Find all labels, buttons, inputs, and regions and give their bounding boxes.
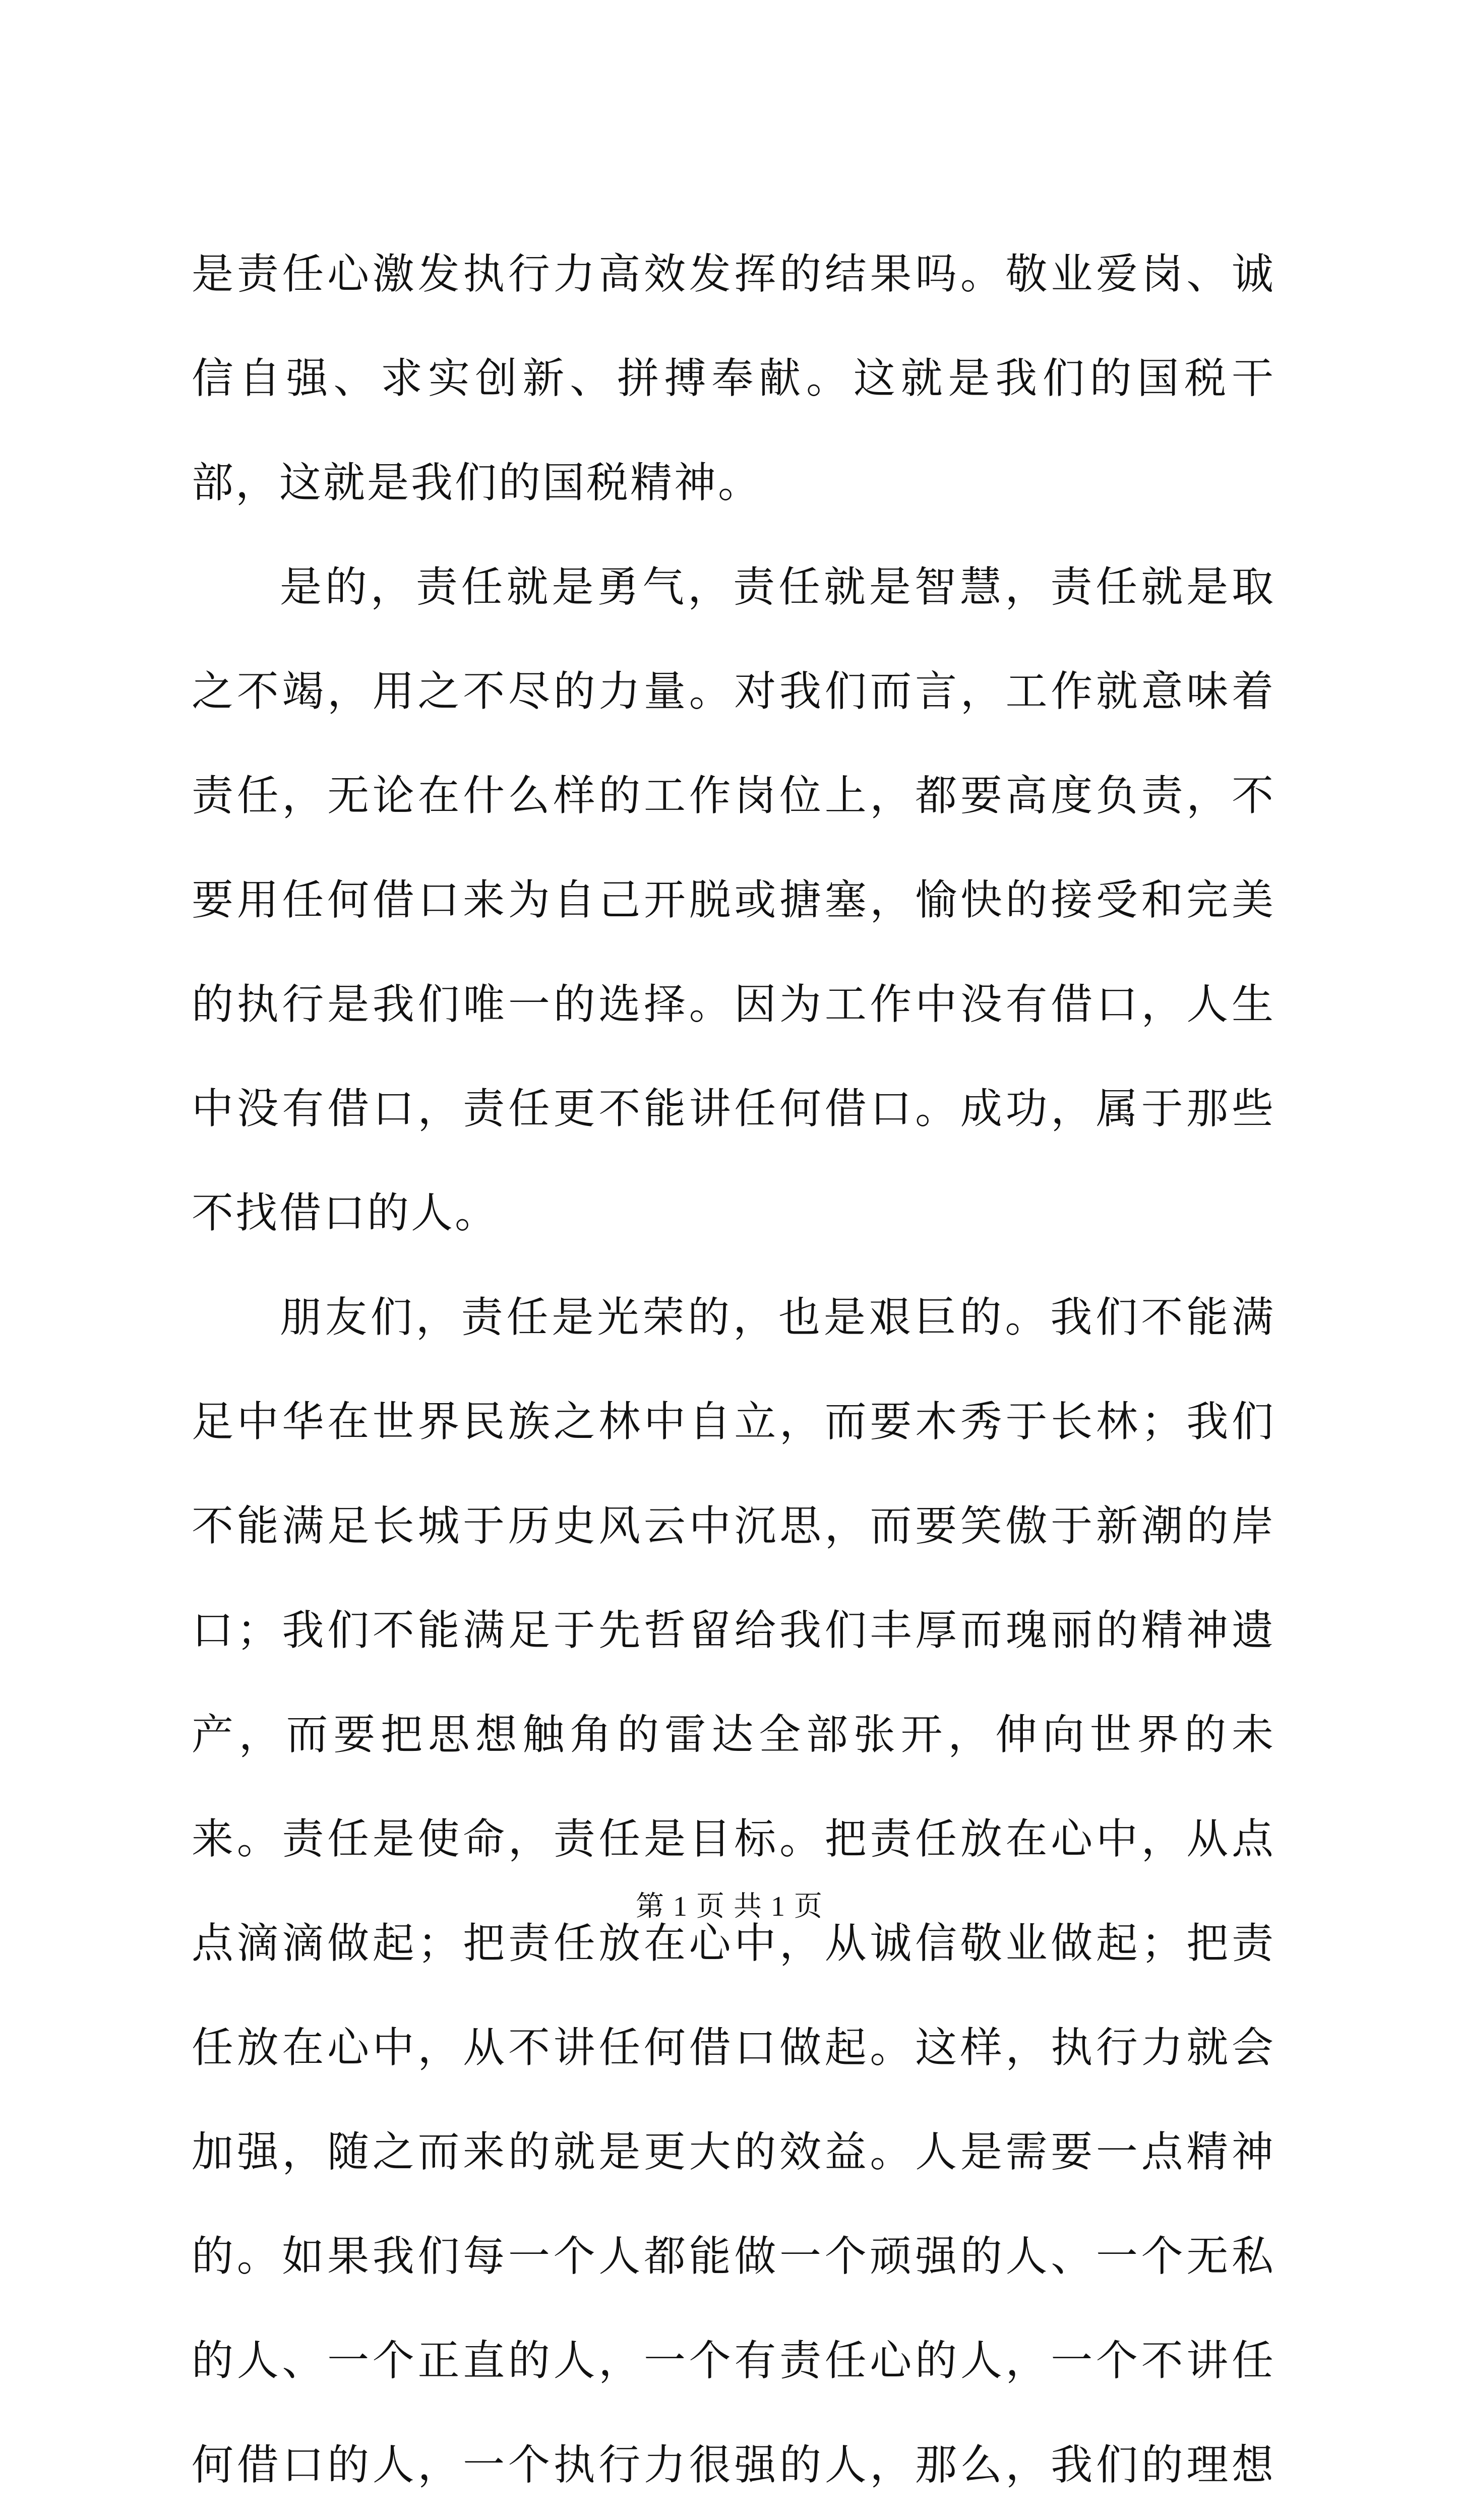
- page-footer: 第 1 页 共 1 页: [636, 1891, 823, 1922]
- paragraph-continuation: 是责任心激发执行力高效发挥的结果吗。敬业爱岗、诚信自强、求实创新、拼搏奉献。这就是我们的国税干部，这就是我们的国税精神。: [192, 249, 1275, 507]
- document-body: [192, 222, 1275, 2520]
- paragraph-friends: 朋友们，责任是光荣的，也是艰巨的。我们不能满足中华在世界民族之林中自立，而要木秀于长林；我们不能满足长城于历史风云中沉思，而要笑傲于新潮的岸口；我们不能满足于先哲留给我们丰厚而瑰丽的精神遗产，而要把思想触角的雷达全部张开，伸向世界的未来。责任是使命，责任是目标。把责任放在心中，从点点滴滴做起；把责任放在心中，从诚信敬业做起；把责任放在心中，从不讲任何借口做起。这样，执行力就会加强，随之而来的就是更大的效益。人是需要一点精神的。如果我们每一个人都能做一个顽强的人、一个无私的人、一个正直的人，一个有责任心的人，一个不讲任何借口的人，一个执行力很强的人，那么，我们的理想: [192, 1293, 1275, 2489]
- paragraph-responsibility: 是的，责任就是勇气，责任就是智慧，责任就是取之不竭，用之不尽的力量。对我们而言，工作就意味着责任，无论在什么样的工作岗位上，都要高度负责，不要用任何借口来为自己开脱或搪塞，愉快的接受和完美的执行是我们唯一的选择。因为工作中没有借口，人生中没有借口，责任更不能讲任何借口。成功，属于那些不找借口的人。: [192, 562, 1275, 1237]
